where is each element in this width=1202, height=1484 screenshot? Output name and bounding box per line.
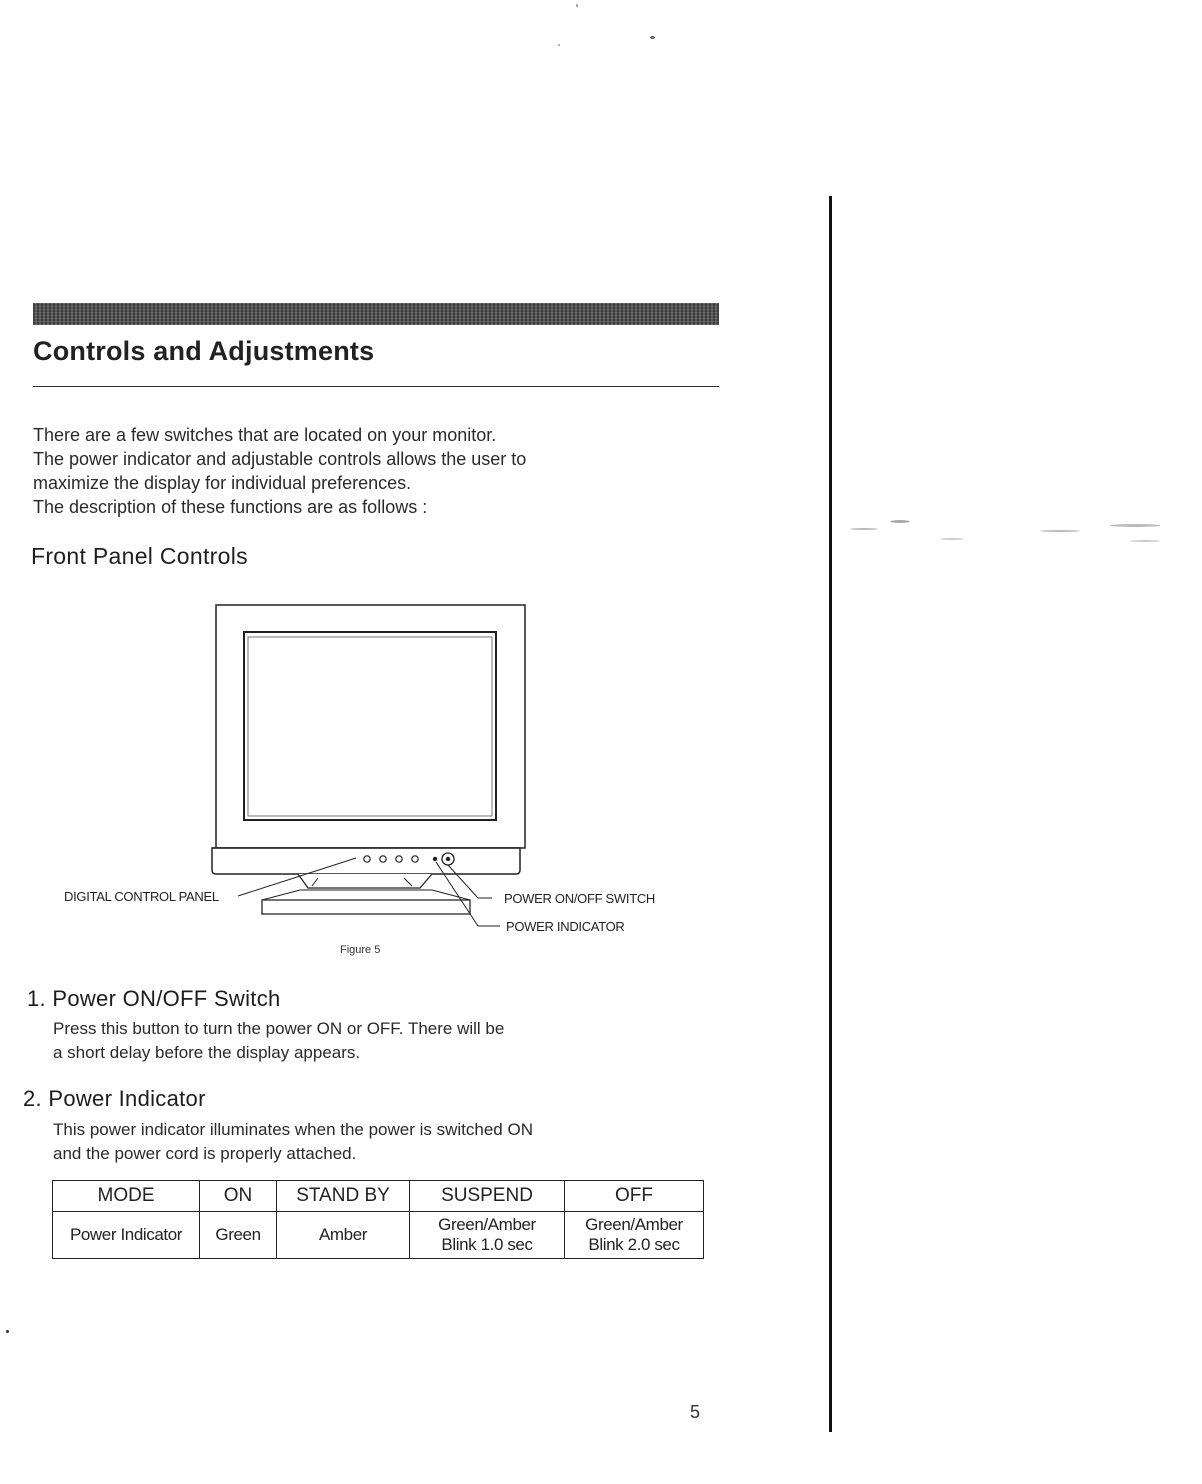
cell-suspend-line1: Green/Amber (438, 1215, 536, 1234)
header-cell-on: ON (200, 1181, 277, 1212)
item-body-line: This power indicator illuminates when the power is switched ON (53, 1120, 533, 1139)
section-header-bar (33, 303, 719, 325)
label-digital-control-panel: DIGITAL CONTROL PANEL (64, 889, 219, 904)
figure-caption: Figure 5 (340, 944, 381, 956)
intro-line: There are a few switches that are located on your monitor. (33, 425, 497, 445)
item-body-power-switch (53, 1017, 504, 1065)
header-cell-off: OFF (565, 1181, 704, 1212)
margin-rule (829, 196, 832, 1432)
intro-line: maximize the display for individual preferences. (33, 473, 412, 493)
cell-off-line2: Blink 2.0 sec (588, 1235, 680, 1254)
header-cell-mode: MODE (53, 1181, 200, 1212)
item-body-line: a short delay before the display appears. (53, 1043, 361, 1062)
item-body-line: and the power cord is properly attached. (53, 1144, 357, 1163)
cell-standby: Amber (277, 1212, 410, 1259)
cell-suspend-line2: Blink 1.0 sec (441, 1235, 533, 1254)
monitor-figure (0, 600, 760, 960)
intro-paragraph (33, 423, 693, 519)
item-body-line: Press this button to turn the power ON or OFF. There will be (53, 1019, 505, 1038)
table-header-row (53, 1181, 704, 1212)
cell-mode: Power Indicator (53, 1212, 200, 1259)
monitor-illustration (0, 600, 760, 960)
table-row (53, 1212, 704, 1259)
front-panel-heading: Front Panel Controls (31, 543, 248, 569)
cell-off (565, 1212, 704, 1259)
label-power-indicator: POWER INDICATOR (506, 919, 625, 934)
power-indicator-table (52, 1180, 704, 1259)
header-cell-suspend: SUSPEND (410, 1181, 565, 1212)
page-number: 5 (690, 1402, 701, 1422)
item-title-power-indicator: 2. Power Indicator (23, 1086, 206, 1111)
intro-line: The power indicator and adjustable controls allows the user to (33, 449, 527, 469)
cell-on: Green (200, 1212, 277, 1259)
intro-line: The description of these functions are as follows : (33, 497, 428, 517)
item-body-power-indicator (53, 1118, 533, 1166)
page-title: Controls and Adjustments (33, 336, 375, 366)
header-cell-standby: STAND BY (277, 1181, 410, 1212)
title-divider (33, 386, 719, 387)
cell-off-line1: Green/Amber (585, 1215, 683, 1234)
cell-suspend (410, 1212, 565, 1259)
item-title-power-switch: 1. Power ON/OFF Switch (27, 986, 281, 1011)
label-power-switch: POWER ON/OFF SWITCH (504, 891, 656, 906)
